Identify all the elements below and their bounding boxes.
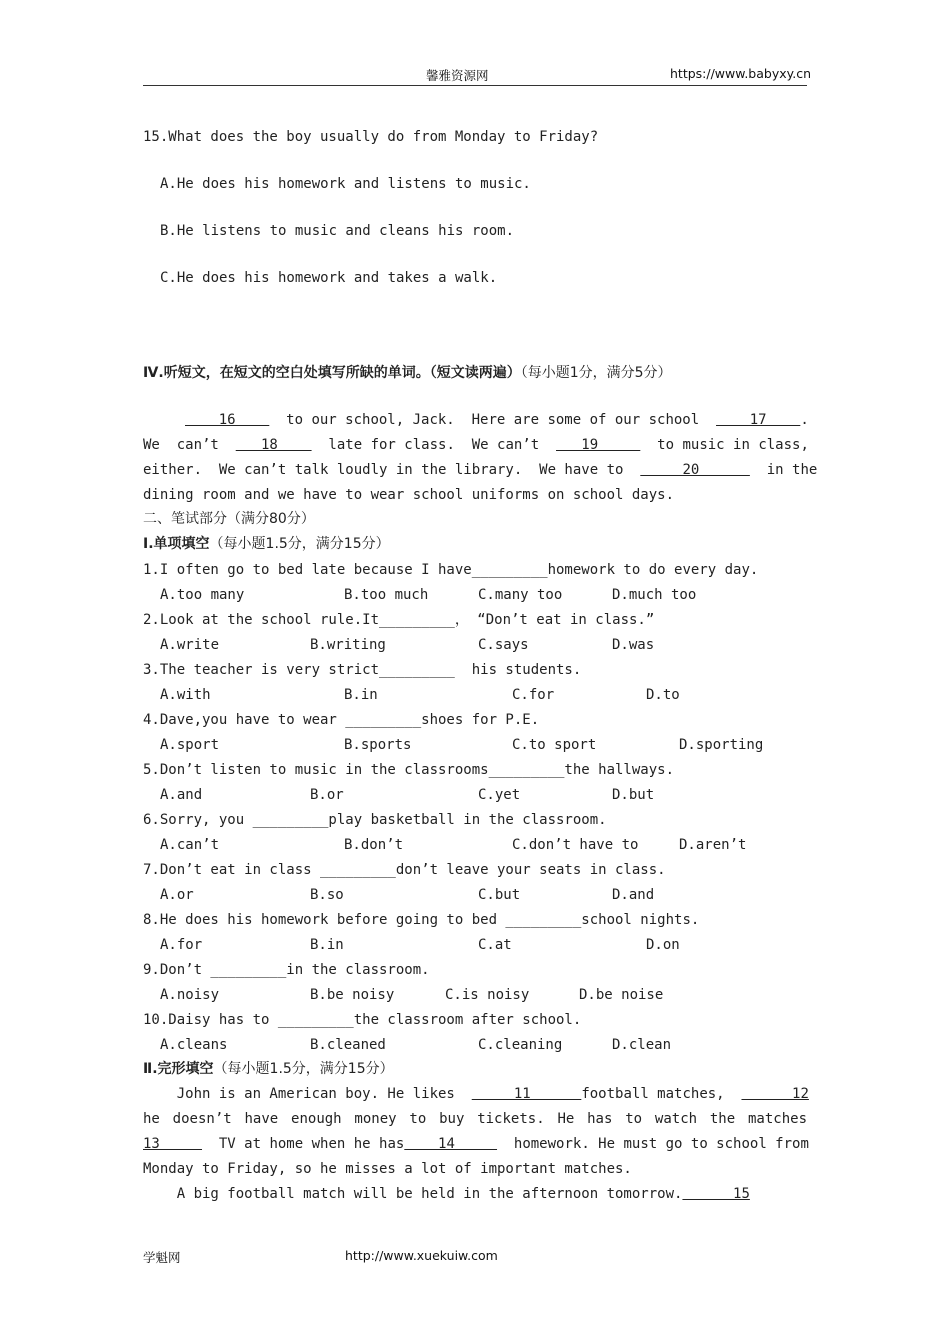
section4-heading	[143, 364, 672, 382]
section4-title: Ⅳ.听短文，在短文的空白处填写所缺的单词。（短文读两遍）	[143, 365, 521, 381]
cloze-line4: Monday to Friday, so he misses a lot of important matches.	[143, 1161, 632, 1177]
q7-option-b: B.so	[310, 887, 344, 903]
header-divider	[143, 85, 807, 86]
q7-option-c: C.but	[478, 887, 521, 903]
blank-13[interactable]: 13	[143, 1136, 203, 1152]
q3-option-d: D.to	[646, 687, 680, 703]
sec1-heading	[143, 535, 390, 553]
q15-option-b: B.He listens to music and cleans his room.	[160, 223, 515, 239]
q10-option-a: A.cleans	[160, 1037, 228, 1053]
blank-11[interactable]: 11	[471, 1086, 582, 1102]
question-6: 6.Sorry, you _________play basketball in the classroom.	[143, 812, 607, 828]
q7-option-a: A.or	[160, 887, 194, 903]
q9-option-b: B.be noisy	[310, 987, 395, 1003]
sec1-score: （每小题1.5分，满分15分）	[209, 536, 390, 552]
q5-option-b: B.or	[310, 787, 344, 803]
blank-19[interactable]: 19	[556, 437, 641, 453]
footer-url[interactable]: http://www.xuekuiw.com	[345, 1248, 498, 1263]
q6-option-b: B.don’t	[344, 837, 404, 853]
q15-option-a: A.He does his homework and listens to music.	[160, 176, 531, 192]
cloze-line1: John is an American boy. He likes 11 football matches, 12	[143, 1086, 809, 1102]
q7-option-d: D.and	[612, 887, 655, 903]
q2-option-d: D.was	[612, 637, 655, 653]
q4-option-b: B.sports	[344, 737, 412, 753]
q4-option-c: C.to sport	[512, 737, 597, 753]
sec1-title: Ⅰ.单项填空	[143, 536, 210, 552]
q9-option-a: A.noisy	[160, 987, 220, 1003]
blank-16[interactable]: 16	[185, 412, 270, 428]
q1-option-c: C.many too	[478, 587, 563, 603]
question-7: 7.Don’t eat in class _________don’t leave your seats in class.	[143, 862, 666, 878]
q8-option-a: A.for	[160, 937, 203, 953]
q5-option-a: A.and	[160, 787, 203, 803]
q9-option-d: D.be noise	[579, 987, 664, 1003]
q10-option-d: D.clean	[612, 1037, 672, 1053]
q1-option-a: A.too many	[160, 587, 245, 603]
q6-option-a: A.can’t	[160, 837, 220, 853]
section4-line1: 16 to our school, Jack. Here are some of our school 17 .	[185, 412, 809, 428]
question-8: 8.He does his homework before going to bed _________school nights.	[143, 912, 700, 928]
q2-option-a: A.write	[160, 637, 220, 653]
question-5: 5.Don’t listen to music in the classrooms_________the hallways.	[143, 762, 675, 778]
q8-option-d: D.on	[646, 937, 680, 953]
q15-option-c: C.He does his homework and takes a walk.	[160, 270, 498, 286]
q6-option-c: C.don’t have to	[512, 837, 639, 853]
question-3: 3.The teacher is very strict_________ his students.	[143, 662, 582, 678]
written-title: 二、笔试部分（满分80分）	[143, 511, 315, 527]
q8-option-b: B.in	[310, 937, 344, 953]
section4-line2: We can’t 18 late for class. We can’t 19 to music in class,	[143, 437, 809, 453]
q1-option-d: D.much too	[612, 587, 697, 603]
q9-option-c: C.is noisy	[445, 987, 530, 1003]
q5-option-c: C.yet	[478, 787, 521, 803]
section4-line4: dining room and we have to wear school uniforms on school days.	[143, 487, 675, 503]
blank-14[interactable]: 14	[404, 1136, 498, 1152]
q10-option-c: C.cleaning	[478, 1037, 563, 1053]
q6-option-d: D.aren’t	[679, 837, 747, 853]
header-site-name: 馨雅资源网	[426, 68, 489, 83]
q15-question: 15.What does the boy usually do from Monday to Friday?	[143, 129, 599, 145]
blank-12[interactable]: 12	[741, 1086, 809, 1102]
question-9: 9.Don’t _________in the classroom.	[143, 962, 430, 978]
cloze-line3: 13 TV at home when he has 14 homework. He must go to school from	[143, 1136, 809, 1152]
q5-option-d: D.but	[612, 787, 655, 803]
sec2-score: （每小题1.5分，满分15分）	[213, 1061, 394, 1077]
question-2: 2.Look at the school rule.It_________， “Don’t eat in class.”	[143, 612, 655, 628]
sec2-heading	[143, 1060, 394, 1078]
footer-site-name: 学魁网	[143, 1250, 181, 1265]
q3-option-c: C.for	[512, 687, 555, 703]
q3-option-b: B.in	[344, 687, 378, 703]
q10-option-b: B.cleaned	[310, 1037, 386, 1053]
blank-15[interactable]: 15	[682, 1186, 750, 1202]
q4-option-a: A.sport	[160, 737, 220, 753]
sec2-title: Ⅱ.完形填空	[143, 1061, 214, 1077]
section4-score: （每小题1分，满分5分）	[520, 365, 672, 381]
q1-option-b: B.too much	[344, 587, 429, 603]
q3-option-a: A.with	[160, 687, 211, 703]
q4-option-d: D.sporting	[679, 737, 764, 753]
section4-line3: either. We can’t talk loudly in the library. We have to 20 in the	[143, 462, 818, 478]
question-10: 10.Daisy has to _________the classroom after school.	[143, 1012, 582, 1028]
q8-option-c: C.at	[478, 937, 512, 953]
question-4: 4.Dave,you have to wear _________shoes for P.E.	[143, 712, 540, 728]
question-1: 1.I often go to bed late because I have_________homework to do every day.	[143, 562, 759, 578]
blank-20[interactable]: 20	[640, 462, 750, 478]
cloze-line5: A big football match will be held in the afternoon tomorrow. 15	[143, 1186, 750, 1202]
cloze-line2: he doesn’t have enough money to buy tickets. He has to watch the matches	[143, 1111, 807, 1127]
header-url[interactable]: https://www.babyxy.cn	[670, 66, 812, 81]
blank-18[interactable]: 18	[235, 437, 312, 453]
q2-option-b: B.writing	[310, 637, 386, 653]
q2-option-c: C.says	[478, 637, 529, 653]
blank-17[interactable]: 17	[716, 412, 801, 428]
